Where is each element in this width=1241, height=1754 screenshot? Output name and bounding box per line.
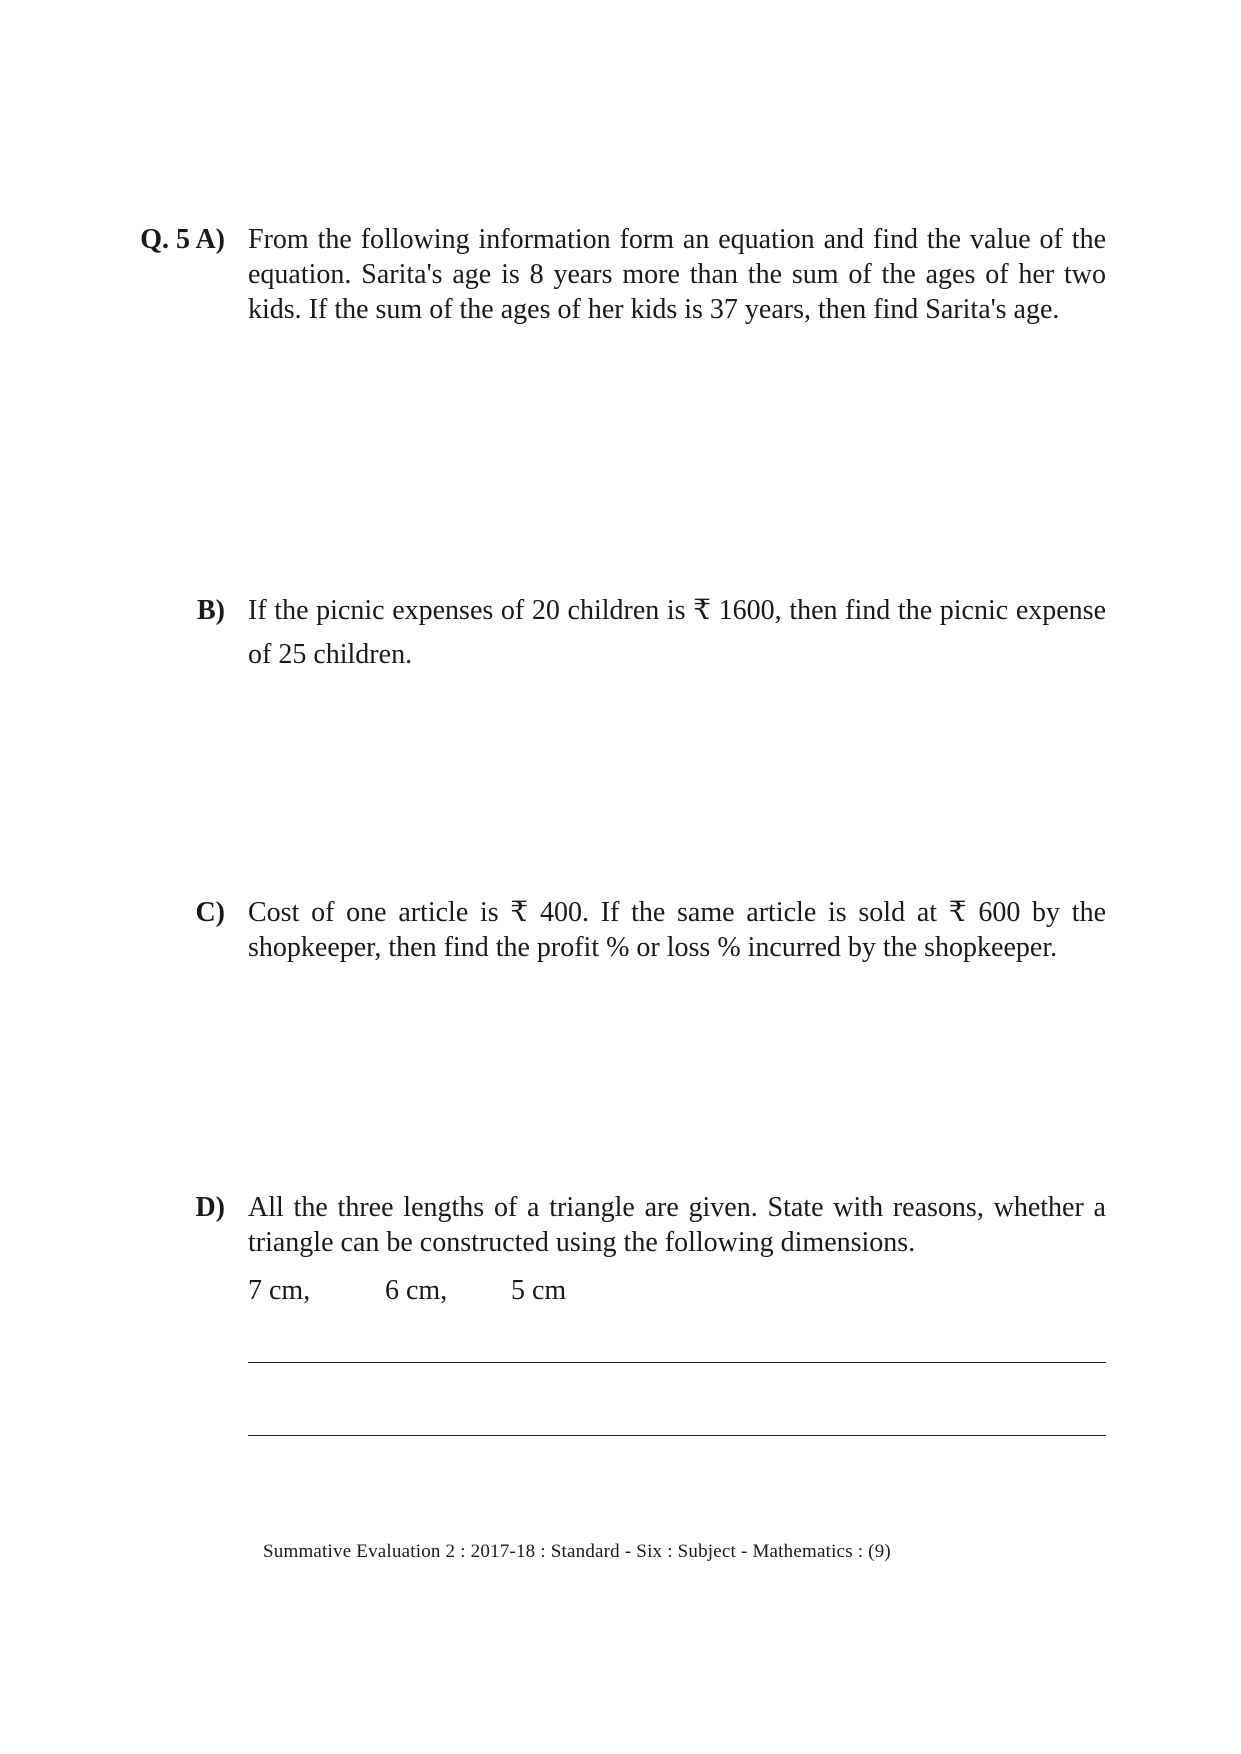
page-footer: Summative Evaluation 2 : 2017-18 : Standard - Six : Subject - Mathematics : (9) <box>263 1541 891 1562</box>
question-label-b: B) <box>197 595 225 626</box>
dimension-2: 6 cm, <box>385 1275 448 1306</box>
question-text-a: From the following information form an equation and find the value of the equation. Sarita's age is 8 years more than the sum of the ages of her two kids. If the sum of the ages of her kids is 37 years, then find Sarita's age. <box>248 224 1106 325</box>
question-text-c: Cost of one article is ₹ 400. If the same article is sold at ₹ 600 by the shopkeeper, then find the profit % or loss % incurred by the shopkeeper. <box>248 897 1106 963</box>
question-label-a: Q. 5 A) <box>140 224 225 255</box>
question-label-c: C) <box>195 897 225 928</box>
question-text-d: All the three lengths of a triangle are given. State with reasons, whether a triangle can be constructed using the following dimensions. <box>248 1192 1106 1258</box>
question-text-b: If the picnic expenses of 20 children is ₹ 1600, then find the picnic expense of 25 children. <box>248 595 1106 670</box>
question-label-d: D) <box>195 1192 225 1223</box>
answer-line-2 <box>248 1435 1106 1436</box>
dimension-3: 5 cm <box>511 1275 567 1306</box>
dimension-1: 7 cm, <box>248 1275 311 1306</box>
answer-line-1 <box>248 1362 1106 1363</box>
